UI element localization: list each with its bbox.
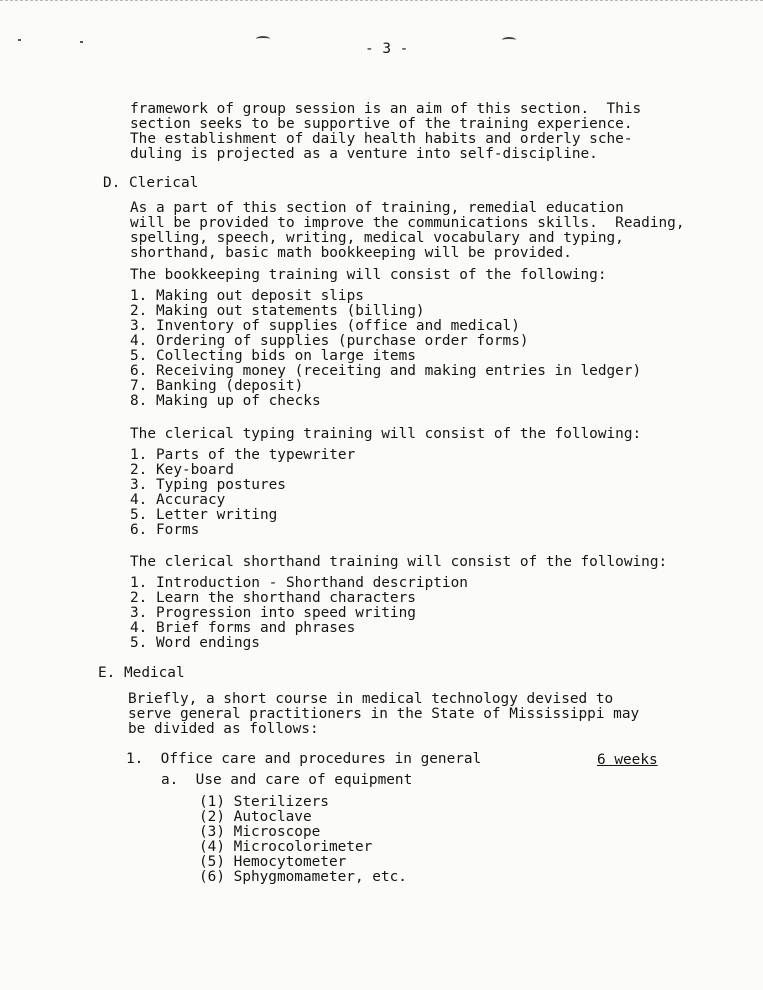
equipment-item: (6) Sphygmomameter, etc. <box>199 869 407 885</box>
bookkeeping-intro: The bookkeeping training will consist of the following: <box>130 267 607 283</box>
bookkeeping-item: 7. Banking (deposit) <box>130 378 304 394</box>
typing-item: 1. Parts of the typewriter <box>130 447 356 463</box>
section-d-paragraph-line: As a part of this section of training, remedial education <box>130 200 624 216</box>
section-d-paragraph-line: will be provided to improve the communications skills. Reading, <box>130 215 685 231</box>
scan-mark-right <box>502 37 516 43</box>
bookkeeping-item: 8. Making up of checks <box>130 393 321 409</box>
section-e-heading: E. Medical <box>98 665 185 681</box>
bookkeeping-item: 5. Collecting bids on large items <box>130 348 416 364</box>
shorthand-item: 4. Brief forms and phrases <box>130 620 356 636</box>
intro-line: The establishment of daily health habits and orderly sche- <box>130 131 633 147</box>
shorthand-item: 3. Progression into speed writing <box>130 605 416 621</box>
equipment-item: (5) Hemocytometer <box>199 854 347 870</box>
typing-item: 4. Accuracy <box>130 492 226 508</box>
shorthand-intro: The clerical shorthand training will consist of the following: <box>130 554 668 570</box>
intro-line: section seeks to be supportive of the training experience. <box>130 116 633 132</box>
page-number: - 3 - <box>365 41 409 57</box>
bookkeeping-item: 1. Making out deposit slips <box>130 288 364 304</box>
intro-line: duling is projected as a venture into self-discipline. <box>130 146 598 162</box>
section-e-paragraph-line: serve general practitioners in the State of Mississippi may <box>128 706 640 722</box>
bookkeeping-item: 4. Ordering of supplies (purchase order forms) <box>130 333 529 349</box>
shorthand-item: 1. Introduction - Shorthand description <box>130 575 468 591</box>
typing-intro: The clerical typing training will consist of the following: <box>130 426 642 442</box>
typing-item: 5. Letter writing <box>130 507 278 523</box>
medical-subitem-a: a. Use and care of equipment <box>161 772 413 788</box>
equipment-item: (3) Microscope <box>199 824 321 840</box>
equipment-item: (2) Autoclave <box>199 809 312 825</box>
equipment-item: (4) Microcolorimeter <box>199 839 373 855</box>
typing-item: 2. Key-board <box>130 462 234 478</box>
section-e-paragraph-line: be divided as follows: <box>128 721 319 737</box>
intro-line: framework of group session is an aim of this section. This <box>130 101 642 117</box>
typing-item: 6. Forms <box>130 522 200 538</box>
scan-mark-left <box>256 36 270 42</box>
typing-item: 3. Typing postures <box>130 477 286 493</box>
section-d-heading: D. Clerical <box>103 175 199 191</box>
shorthand-item: 5. Word endings <box>130 635 260 651</box>
equipment-item: (1) Sterilizers <box>199 794 329 810</box>
section-d-paragraph-line: shorthand, basic math bookkeeping will be provided. <box>130 245 572 261</box>
bookkeeping-item: 2. Making out statements (billing) <box>130 303 425 319</box>
section-e-paragraph-line: Briefly, a short course in medical technology devised to <box>128 691 614 707</box>
medical-item-1: 1. Office care and procedures in general <box>126 751 482 767</box>
section-d-paragraph-line: spelling, speech, writing, medical vocabulary and typing, <box>130 230 624 246</box>
shorthand-item: 2. Learn the shorthand characters <box>130 590 416 606</box>
bookkeeping-item: 3. Inventory of supplies (office and medical) <box>130 318 520 334</box>
page-top-edge <box>0 0 763 1</box>
scan-speck <box>80 41 83 43</box>
scan-speck <box>18 39 21 41</box>
bookkeeping-item: 6. Receiving money (receiting and making entries in ledger) <box>130 363 642 379</box>
medical-item-1-duration: 6 weeks <box>597 752 658 768</box>
